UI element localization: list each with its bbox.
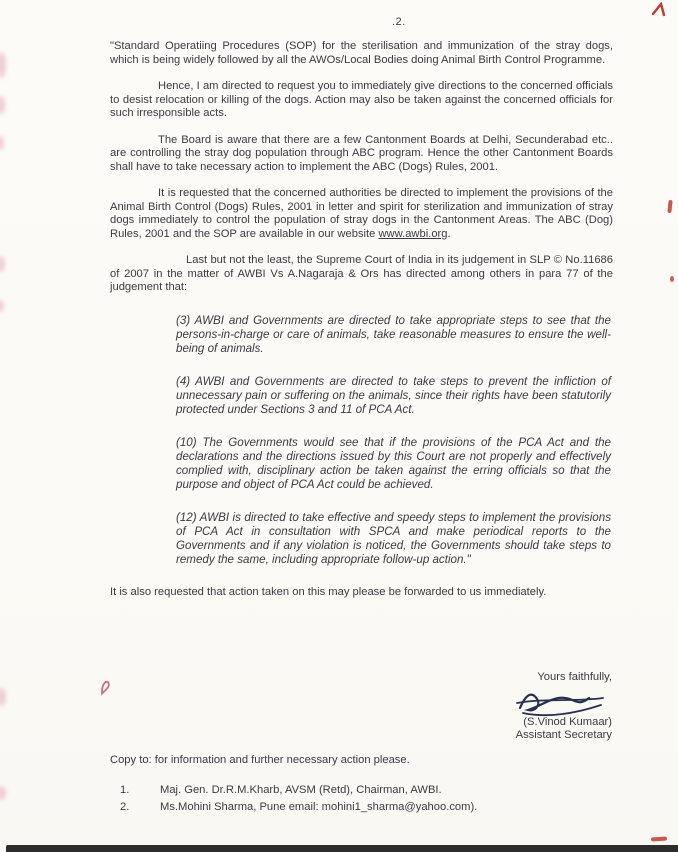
- paragraph-directions: Hence, I am directed to request you to immediately give directions to the concerned officials to desist relocation or killing of the dogs. Action may also be taken against the concerned officials for such irresponsible acts.: [110, 80, 613, 119]
- red-pen-mark-bottom-right: [651, 836, 667, 841]
- paragraph-abc-implementation: [110, 187, 613, 241]
- scan-smudge-left: [0, 136, 4, 150]
- scan-smudge-left: [0, 256, 5, 272]
- quote-para-10: (10) The Governments would see that if the provisions of the PCA Act and the declarations and the directions issued by this Court are not properly and effectively complied with, disciplinary action be taken against the erring officials so that the purpose and object of PCA Act could be achieved.: [176, 435, 611, 491]
- scan-smudge-left: [0, 688, 6, 706]
- pink-pen-mark-left: [98, 675, 115, 699]
- scan-smudge-left: [0, 786, 6, 800]
- signer-name: (S.Vinod Kumaar): [523, 715, 612, 728]
- paragraph-sop: "Standard Operatiing Procedures (SOP) for the sterilisation and immunization of the stray dogs, which is being widely followed by all the AWOs/Local Bodies doing Animal Birth Control Programme.: [110, 40, 613, 66]
- list-item: [120, 801, 590, 815]
- red-pen-mark-right-edge: [667, 200, 672, 213]
- paragraph-cantonment-boards: The Board is aware that there are a few Cantonment Boards at Delhi, Secunderabad etc.. are controlling the stray dog population through ABC program. Hence the other Cantonment Boards shall have to take necessary action to implement the ABC (Dogs) Rules, 2001.: [110, 133, 613, 173]
- signature-scrawl-icon: [514, 686, 606, 718]
- copy-item-number: 2.: [120, 801, 130, 813]
- copy-to-section: [110, 754, 590, 819]
- scan-smudge-left: [0, 300, 4, 312]
- copy-item-number: 1.: [120, 783, 130, 796]
- quote-para-12: (12) AWBI is directed to take effective and speedy steps to implement the provisions of PCA Act in consultation with SPCA and make periodical reports to the Governments and if any violation is noticed, the Governments should take steps to remedy the same, including appropriate follow-up action.": [176, 510, 611, 566]
- copy-item-text: Maj. Gen. Dr.R.M.Kharb, AVSM (Retd), Chairman, AWBI.: [160, 783, 442, 796]
- paragraph-abc-implementation-text: It is requested that the concerned authorities be directed to implement the provisions of the Animal Birth Control (Dogs) Rules, 2001 in letter and spirit for sterilization and immunization of stray dogs immediately to control the population of stray dogs in the Cantonment Areas. The ABC (Dog) Rules, 2001 and the SOP are available in our website: [110, 187, 613, 240]
- red-pen-mark-top-right: [650, 2, 670, 18]
- scan-smudge-left: [0, 52, 6, 78]
- scan-edge-shadow-bottom: [6, 845, 678, 852]
- copy-item-text: Ms.Mohini Sharma, Pune email: mohini1_sharma@yahoo.com).: [160, 801, 478, 813]
- website-link[interactable]: www.awbi.org: [378, 227, 448, 240]
- page-number: .2.: [392, 16, 406, 28]
- quote-para-3: (3) AWBI and Governments are directed to take appropriate steps to see that the persons-in-charge or care of animals, take reasonable measures to ensure the well-being of animals.: [176, 313, 611, 355]
- closing-request: It is also requested that action taken on this may please be forwarded to us immediately.: [110, 585, 547, 598]
- signature-block: [412, 671, 612, 743]
- paragraph-supreme-court: Last but not the least, the Supreme Court of India in its judgement in SLP © No.11686 of 2007 in the matter of AWBI Vs A.Nagaraja & Ors has directed among others in para 77 of the judgement that:: [110, 254, 613, 293]
- quote-para-4: (4) AWBI and Governments are directed to take steps to prevent the infliction of unnecessary pain or suffering on the animals, since their rights have been statutorily protected under Sections 3 and 11 of PCA Act.: [176, 374, 611, 416]
- scan-smudge-left: [0, 96, 5, 114]
- list-item: [120, 784, 590, 798]
- letter-body: [110, 40, 613, 612]
- red-pen-dot-right-edge: [670, 276, 674, 282]
- signer-title: Assistant Secretary: [515, 729, 612, 741]
- copy-to-note: Copy to: for information and further necessary action please.: [110, 754, 410, 766]
- copy-to-list: [110, 784, 590, 815]
- valediction: Yours faithfully,: [537, 671, 612, 683]
- paragraph-abc-implementation-period: .: [447, 227, 451, 240]
